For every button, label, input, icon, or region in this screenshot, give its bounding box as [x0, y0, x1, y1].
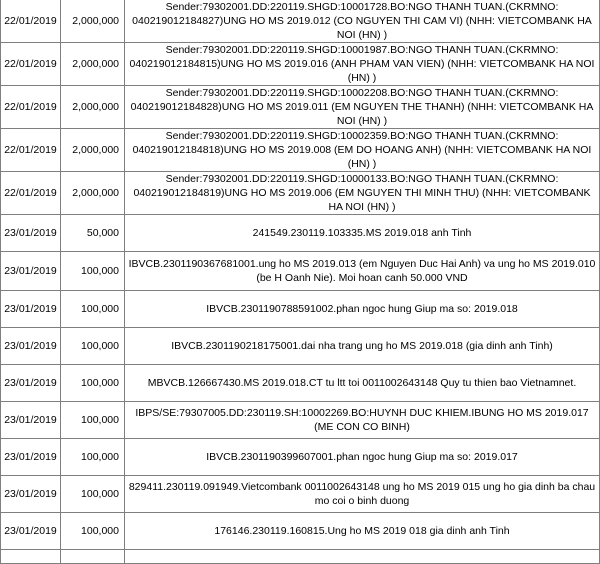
- date-cell: 23/01/2019: [1, 476, 61, 513]
- table-row: [1, 513, 600, 550]
- date-cell: 23/01/2019: [1, 291, 61, 328]
- amount-cell: 100,000: [61, 439, 125, 476]
- amount-cell: 100,000: [61, 328, 125, 365]
- transaction-rows: [1, 0, 600, 564]
- amount-cell: [61, 550, 125, 564]
- description-cell: Sender:79302001.DD:220119.SHGD:10001987.BO:NGO THANH TUAN.(CKRMNO: 040219012184815)UNG HO MS 2019.016 (ANH PHAM VAN VIEN) (NHH: VIETCOMBANK HA NOI (HN) ): [125, 43, 600, 86]
- table-row: [1, 43, 600, 86]
- description-cell: Sender:79302001.DD:220119.SHGD:10002359.BO:NGO THANH TUAN.(CKRMNO: 040219012184818)UNG HO MS 2019.008 (EM DO HOANG ANH) (NHH: VIETCOMBANK HA NOI (HN) ): [125, 129, 600, 172]
- amount-cell: 2,000,000: [61, 43, 125, 86]
- date-cell: 22/01/2019: [1, 129, 61, 172]
- description-cell: IBVCB.2301190367681001.ung ho MS 2019.013 (em Nguyen Duc Hai Anh) va ung ho MS 2019.010 (be H Oanh Nie). Moi hoan canh 50.000 VND: [125, 252, 600, 291]
- description-cell: IBVCB.2301190399607001.phan ngoc hung Giup ma so: 2019.017: [125, 439, 600, 476]
- date-cell: 23/01/2019: [1, 328, 61, 365]
- amount-cell: 100,000: [61, 252, 125, 291]
- amount-cell: 100,000: [61, 291, 125, 328]
- date-cell: 22/01/2019: [1, 0, 61, 43]
- date-cell: 23/01/2019: [1, 365, 61, 402]
- table-row: [1, 328, 600, 365]
- description-cell: IBVCB.2301190218175001.dai nha trang ung ho MS 2019.018 (gia dinh anh Tinh): [125, 328, 600, 365]
- table-row: [1, 215, 600, 252]
- date-cell: 23/01/2019: [1, 402, 61, 439]
- description-cell: [125, 550, 600, 564]
- table-row: [1, 129, 600, 172]
- table-row: [1, 439, 600, 476]
- date-cell: 23/01/2019: [1, 513, 61, 550]
- date-cell: 22/01/2019: [1, 172, 61, 215]
- description-cell: 176146.230119.160815.Ung ho MS 2019 018 gia dinh anh Tinh: [125, 513, 600, 550]
- description-cell: IBVCB.2301190788591002.phan ngoc hung Giup ma so: 2019.018: [125, 291, 600, 328]
- table-row: [1, 476, 600, 513]
- amount-cell: 2,000,000: [61, 129, 125, 172]
- amount-cell: 2,000,000: [61, 0, 125, 43]
- description-cell: Sender:79302001.DD:220119.SHGD:10001728.BO:NGO THANH TUAN.(CKRMNO: 040219012184827)UNG HO MS 2019.012 (CO NGUYEN THI CAM VI) (NHH: VIETCOMBANK HA NOI (HN) ): [125, 0, 600, 43]
- date-cell: 23/01/2019: [1, 215, 61, 252]
- table-row: [1, 172, 600, 215]
- description-cell: MBVCB.126667430.MS 2019.018.CT tu ltt toi 0011002643148 Quy tu thien bao Vietnamnet.: [125, 365, 600, 402]
- description-cell: Sender:79302001.DD:220119.SHGD:10002208.BO:NGO THANH TUAN.(CKRMNO: 040219012184828)UNG HO MS 2019.011 (EM NGUYEN THE THANH) (NHH: VIETCOMBANK HA NOI (HN) ): [125, 86, 600, 129]
- amount-cell: 100,000: [61, 513, 125, 550]
- description-cell: Sender:79302001.DD:220119.SHGD:10000133.BO:NGO THANH TUAN.(CKRMNO: 040219012184819)UNG HO MS 2019.006 (EM NGUYEN THI MINH THU) (NHH: VIETCOMBANK HA NOI (HN) ): [125, 172, 600, 215]
- amount-cell: 2,000,000: [61, 172, 125, 215]
- amount-cell: 2,000,000: [61, 86, 125, 129]
- table-row: [1, 0, 600, 43]
- date-cell: 22/01/2019: [1, 86, 61, 129]
- description-cell: IBPS/SE:79307005.DD:230119.SH:10002269.BO:HUYNH DUC KHIEM.IBUNG HO MS 2019.017 (ME CON CO BINH): [125, 402, 600, 439]
- table-row: [1, 291, 600, 328]
- table-row: [1, 402, 600, 439]
- description-cell: 241549.230119.103335.MS 2019.018 anh Tinh: [125, 215, 600, 252]
- amount-cell: 50,000: [61, 215, 125, 252]
- table-row: [1, 252, 600, 291]
- amount-cell: 100,000: [61, 476, 125, 513]
- table-row: [1, 550, 600, 564]
- table-row: [1, 86, 600, 129]
- date-cell: [1, 550, 61, 564]
- table-row: [1, 365, 600, 402]
- amount-cell: 100,000: [61, 365, 125, 402]
- amount-cell: 100,000: [61, 402, 125, 439]
- description-cell: 829411.230119.091949.Vietcombank 0011002643148 ung ho MS 2019 015 ung ho gia dinh ba chau mo coi o binh duong: [125, 476, 600, 513]
- date-cell: 23/01/2019: [1, 439, 61, 476]
- date-cell: 22/01/2019: [1, 43, 61, 86]
- date-cell: 23/01/2019: [1, 252, 61, 291]
